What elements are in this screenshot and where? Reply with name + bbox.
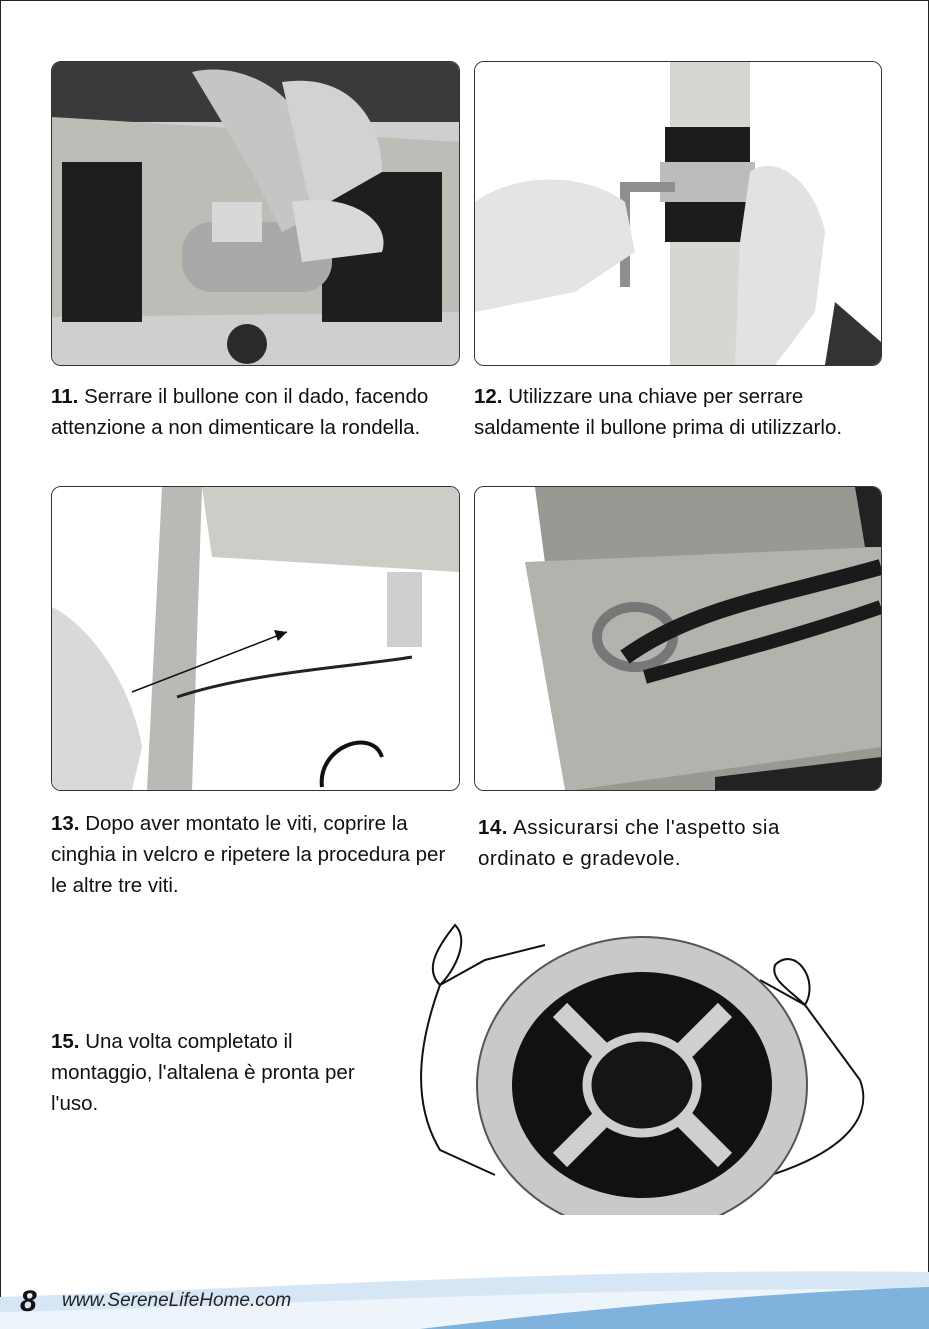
website-url[interactable]: www.SereneLifeHome.com: [62, 1290, 292, 1311]
step-number: 13.: [51, 812, 80, 835]
page-number: 8: [20, 1285, 37, 1318]
caption-step-15: [51, 1026, 371, 1119]
step-text: Utilizzare una chiave per serrare saldamente il bullone prima di utilizzarlo.: [474, 385, 843, 439]
swing-illustration: [400, 910, 890, 1215]
step-number: 12.: [474, 385, 503, 408]
step-text: Assicurarsi che l'aspetto sia ordinato e gradevole.: [478, 816, 780, 870]
photo-step-14: [474, 486, 882, 791]
step-text: Serrare il bullone con il dado, facendo attenzione a non dimenticare la rondella.: [51, 385, 429, 439]
caption-step-11: [51, 381, 461, 443]
step-number: 15.: [51, 1030, 80, 1053]
caption-step-13: [51, 808, 461, 901]
caption-step-12: [474, 381, 879, 443]
step-text: Una volta completato il montaggio, l'altalena è pronta per l'uso.: [51, 1030, 355, 1115]
step-text: Dopo aver montato le viti, coprire la cinghia in velcro e ripetere la procedura per le altre tre viti.: [51, 812, 446, 897]
step-number: 11.: [51, 385, 79, 408]
step-number: 14.: [478, 816, 508, 839]
photo-step-12: [474, 61, 882, 366]
caption-step-14: [478, 812, 838, 874]
photo-step-11: [51, 61, 460, 366]
photo-step-13: [51, 486, 460, 791]
